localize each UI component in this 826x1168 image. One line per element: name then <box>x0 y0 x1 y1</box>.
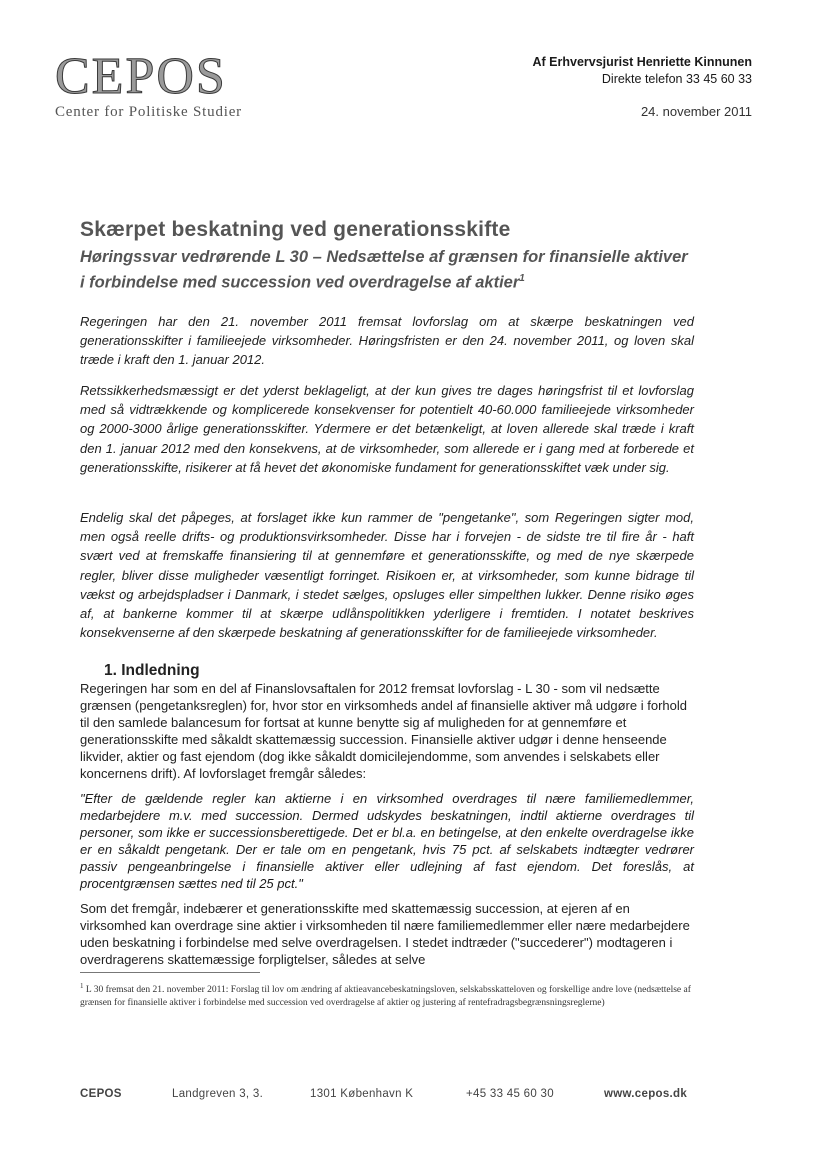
intro-paragraph-2: Retssikkerhedsmæssigt er det yderst beklageligt, at der kun gives tre dages høringsfrist til et lovforslag med så vidtrækkende og komplicerede konsekvenser for potentielt 40-60.000 familieejede virksomheder og 2000-3000 årlige generationsskifter. Ydermere er det betænkeligt, at loven allerede skal træde i kraft den 1. januar 2012 med den konsekvens, at de virksomheder, som allerede er i gang med at forberede et generationsskifte, risikerer at få hevet det økonomiske fundament for generationsskiftet væk under sig. <box>80 383 694 475</box>
section-heading-indledning: 1. Indledning <box>104 662 200 679</box>
footnote-divider <box>80 972 260 973</box>
document-subtitle <box>80 246 694 294</box>
logo-subtitle: Center for Politiske Studier <box>55 104 242 120</box>
phone-line: Direkte telefon 33 45 60 33 <box>601 72 752 86</box>
section-paragraph-1: Regeringen har som en del af Finanslovsaftalen for 2012 fremsat lovforslag - L 30 - som vil nedsætte grænsen (pengetanksreglen) for, hvor stor en virksomheds andel af finansielle aktiver må udgøre i forhold til den samlede balancesum for fortsat at kunne benytte sig af muligheden for at gennemføre et generationsskifte med såkaldt skattemæssig succession. Finansielle aktiver udgør i denne henseende likvider, aktier og fast ejendom (dog ikke såkaldt domicilejendomme, som anvendes i selskabets eller koncernens drift). Af lovforslaget fremgår således: <box>80 681 687 781</box>
footer-phone[interactable]: +45 33 45 60 30 <box>466 1088 554 1100</box>
subtitle-text: Høringssvar vedrørende L 30 – Nedsættelse af grænsen for finansielle aktiver i forbindelse med succession ved overdragelse af aktier <box>80 248 688 292</box>
footnote-mark: 1 <box>80 982 84 990</box>
intro-paragraph-1: Regeringen har den 21. november 2011 fremsat lovforslag om at skærpe beskatningen ved generationsskifter i familieejede virksomheder. Høringsfristen er den 24. november 2011, og loven skal træde i kraft den 1. januar 2012. <box>80 314 694 368</box>
document-title: Skærpet beskatning ved generationsskifte <box>80 218 511 241</box>
intro-paragraph-3: Endelig skal det påpeges, at forslaget ikke kun rammer de "pengetanke", som Regeringen sigter mod, men også reelle drifts- og produktionsvirksomheder. Disse har i forvejen - de sidste tre til fire år - haft svært ved at fremskaffe finansiering til at gennemføre et generationsskifte, og med de nye skærpede regler, bliver disse muligheder væsentligt forringet. Risikoen er, at virksomheder, som kunne bidrage til vækst og arbejdspladser i Danmark, i stedet sælges, opsluges eller simpelthen lukker. Denne risiko øges af, at bankerne kommer til at skærpe udlånspolitikken yderligere i fremtiden. I notatet beskrives konsekvenserne af den skærpede beskatning af generationsskifter for de familieejede virksomheder. <box>80 510 694 641</box>
author-line: Af Erhvervsjurist Henriette Kinnunen <box>532 55 752 69</box>
logo-word: CEPOS <box>55 48 227 105</box>
footer-website-link[interactable]: www.cepos.dk <box>604 1088 688 1100</box>
footer-org: CEPOS <box>80 1088 122 1100</box>
footer-city: 1301 København K <box>310 1088 414 1100</box>
cepos-logo <box>55 48 242 121</box>
section-paragraph-2: Som det fremgår, indebærer et generationsskifte med skattemæssig succession, at ejeren af en virksomhed kan overdrage sine aktier i virksomheden til nære familiemedlemmer eller nære medarbejdere uden beskatning i forbindelse med selve overdragelsen. I stedet indtræder ("succederer") modtageren i overdragerens skattemæssige forpligtelser, således at selve <box>80 901 690 967</box>
author-contact <box>533 54 753 88</box>
footnote-ref[interactable]: 1 <box>519 273 525 284</box>
footnote-text: L 30 fremsat den 21. november 2011: Forslag til lov om ændring af aktieavancebeskatningsloven, selskabsskatteloven og forskellige andre love (nedsættelse af grænsen for finansielle aktiver i forbindelse med succession ved overdragelse af aktier og justering af rentefradragsbegrænsningsreglerne) <box>80 985 691 1009</box>
document-date: 24. november 2011 <box>640 104 752 119</box>
footer-street: Landgreven 3, 3. <box>172 1088 264 1100</box>
footnote <box>80 980 694 1010</box>
law-quote: "Efter de gældende regler kan aktierne i en virksomhed overdrages til nære familiemedlemmer, medarbejdere m.v. med succession. Dermed udskydes beskatningen, indtil aktierne overdrages til personer, som ikke er successionsberettigede. Det er bl.a. en betingelse, at den enkelte overdragelse ikke er en såkaldt pengetank. Der er tale om en pengetank, hvis 75 pct. af selskabets indtægter vedrører passiv pengeanbringelse i finansielle aktiver eller udlejning af fast ejendom. Det foreslås, at procentgrænsen sættes ned til 25 pct." <box>80 791 694 891</box>
